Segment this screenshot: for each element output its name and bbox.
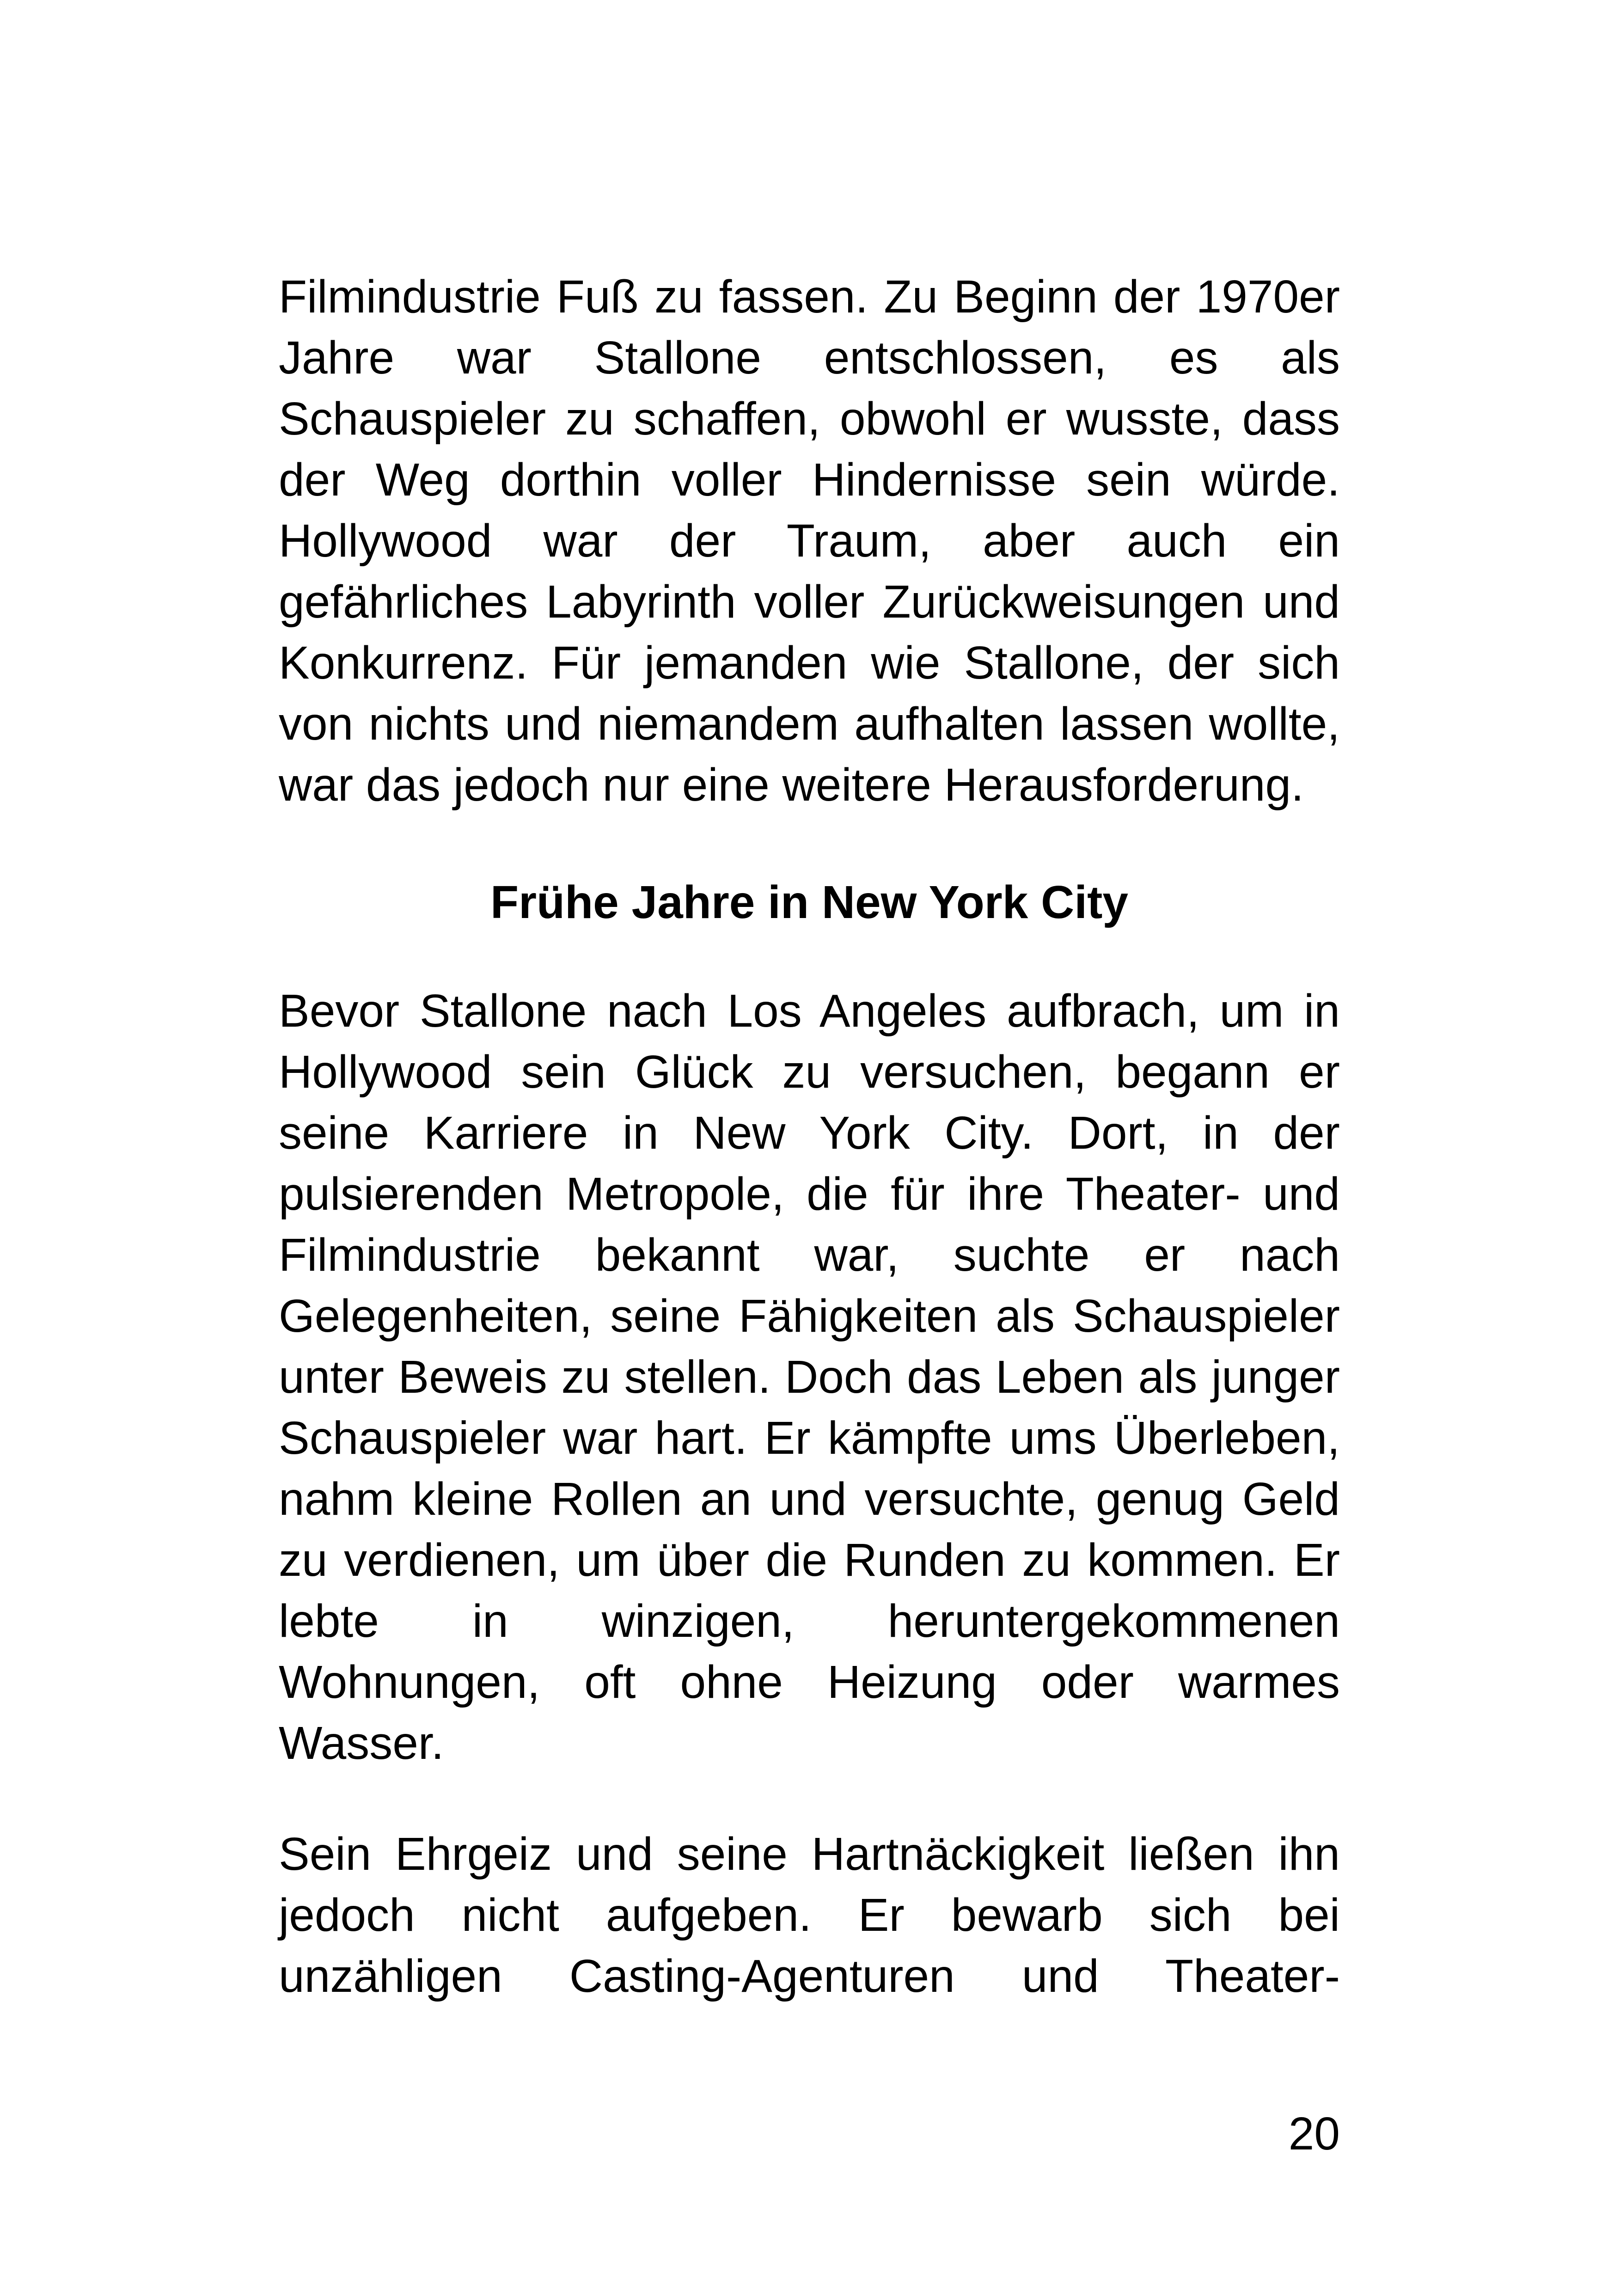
paragraph-line: gefährliches Labyrinth voller Zurückweisungen und (279, 576, 1340, 628)
paragraph-line: Schauspieler war hart. Er kämpfte ums Überleben, (279, 1412, 1340, 1464)
paragraph-line: Hollywood sein Glück zu versuchen, begann er (279, 1046, 1340, 1098)
paragraph-line: Wasser. (279, 1717, 444, 1769)
paragraph-line: zu verdienen, um über die Runden zu kommen. Er (279, 1534, 1340, 1586)
paragraph-line: war das jedoch nur eine weitere Herausforderung. (279, 759, 1304, 811)
paragraph-line: pulsierenden Metropole, die für ihre Theater- und (279, 1168, 1340, 1220)
paragraph-line: Sein Ehrgeiz und seine Hartnäckigkeit ließen ihn (279, 1828, 1340, 1880)
paragraph-line: lebte in winzigen, heruntergekommenen (279, 1595, 1340, 1647)
paragraph-line: Filmindustrie bekannt war, suchte er nach (279, 1229, 1340, 1281)
paragraph-line: unter Beweis zu stellen. Doch das Leben als junger (279, 1351, 1340, 1403)
paragraph-line: seine Karriere in New York City. Dort, in der (279, 1107, 1340, 1159)
paragraph-line: nahm kleine Rollen an und versuchte, genug Geld (279, 1473, 1340, 1525)
paragraph-line: Hollywood war der Traum, aber auch ein (279, 515, 1340, 567)
page-number: 20 (1288, 2108, 1340, 2160)
paragraph-line: von nichts und niemandem aufhalten lassen wollte, (279, 698, 1340, 750)
paragraph-line: Bevor Stallone nach Los Angeles aufbrach, um in (279, 985, 1340, 1037)
paragraph-line: Wohnungen, oft ohne Heizung oder warmes (279, 1656, 1340, 1708)
paragraph-2 (279, 980, 1340, 1774)
section-heading: Frühe Jahre in New York City (490, 876, 1129, 928)
paragraph-line: der Weg dorthin voller Hindernisse sein würde. (279, 454, 1340, 506)
paragraph-line: unzähligen Casting-Agenturen und Theater- (279, 1950, 1340, 2002)
paragraph-3 (279, 1824, 1340, 2007)
paragraph-line: Gelegenheiten, seine Fähigkeiten als Schauspieler (279, 1290, 1340, 1342)
paragraph-line: Jahre war Stallone entschlossen, es als (279, 332, 1340, 384)
paragraph-line: Schauspieler zu schaffen, obwohl er wusste, dass (279, 393, 1340, 445)
paragraph-line: jedoch nicht aufgeben. Er bewarb sich bei (279, 1889, 1340, 1941)
paragraph-line: Konkurrenz. Für jemanden wie Stallone, der sich (279, 637, 1340, 689)
paragraph-line: Filmindustrie Fuß zu fassen. Zu Beginn der 1970er (279, 271, 1340, 323)
paragraph-1 (279, 266, 1340, 815)
